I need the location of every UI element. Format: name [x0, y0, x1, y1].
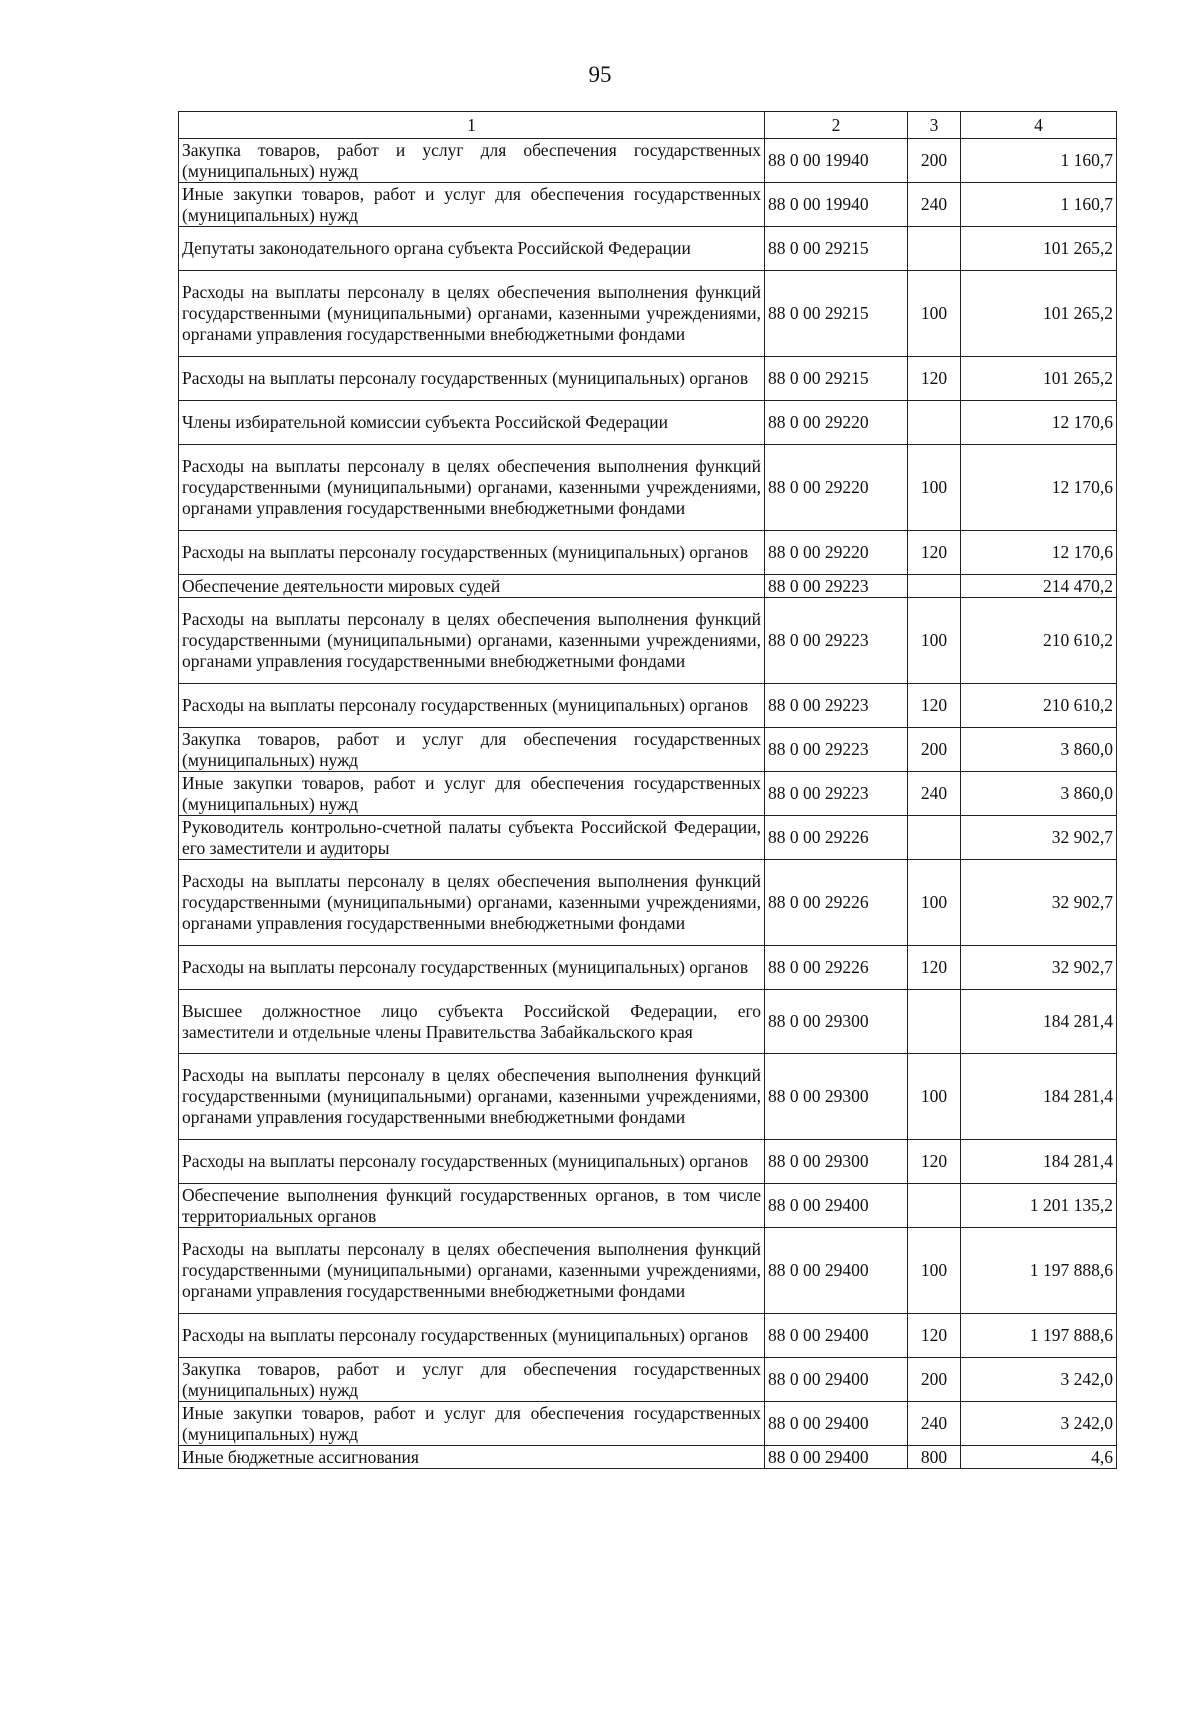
row-type-cell: [908, 401, 961, 445]
row-type-cell: 120: [908, 531, 961, 575]
table-body: [179, 139, 1117, 1469]
row-code-cell: 88 0 00 19940: [765, 183, 908, 227]
table-row: [179, 531, 1117, 575]
row-code-cell: 88 0 00 29300: [765, 990, 908, 1054]
row-code-cell: 88 0 00 29400: [765, 1314, 908, 1358]
table-row: [179, 1228, 1117, 1314]
row-type-cell: 240: [908, 183, 961, 227]
row-name-cell: Высшее должностное лицо субъекта Российской Федерации, его заместители и отдельные члены Правительства Забайкальского края: [179, 990, 765, 1054]
row-type-cell: 100: [908, 860, 961, 946]
table-row: [179, 684, 1117, 728]
row-name-cell: Закупка товаров, работ и услуг для обеспечения государственных (муниципальных) нужд: [179, 1358, 765, 1402]
row-type-cell: [908, 816, 961, 860]
row-code-cell: 88 0 00 29226: [765, 860, 908, 946]
row-code-cell: 88 0 00 29220: [765, 401, 908, 445]
table-row: [179, 860, 1117, 946]
row-name-cell: Иные закупки товаров, работ и услуг для обеспечения государственных (муниципальных) нужд: [179, 772, 765, 816]
table-row: [179, 139, 1117, 183]
table-row: [179, 1358, 1117, 1402]
table-row: [179, 1402, 1117, 1446]
row-code-cell: 88 0 00 29223: [765, 684, 908, 728]
row-code-cell: 88 0 00 29226: [765, 946, 908, 990]
page-number: 95: [588, 62, 612, 87]
row-type-cell: 800: [908, 1446, 961, 1469]
row-name-cell: Расходы на выплаты персоналу в целях обеспечения выполнения функций государственными (муниципальными) органами, казенными учреждениями, органами управления государственными внебюджетными фондами: [179, 271, 765, 357]
row-type-cell: [908, 227, 961, 271]
row-type-cell: 200: [908, 728, 961, 772]
row-type-cell: 200: [908, 139, 961, 183]
row-amount-cell: 1 197 888,6: [961, 1314, 1117, 1358]
row-code-cell: 88 0 00 29300: [765, 1054, 908, 1140]
row-code-cell: 88 0 00 29400: [765, 1228, 908, 1314]
row-amount-cell: 4,6: [961, 1446, 1117, 1469]
table-row: [179, 271, 1117, 357]
row-name-cell: Расходы на выплаты персоналу государственных (муниципальных) органов: [179, 684, 765, 728]
row-code-cell: 88 0 00 29226: [765, 816, 908, 860]
row-amount-cell: 101 265,2: [961, 227, 1117, 271]
table-row: [179, 227, 1117, 271]
row-code-cell: 88 0 00 29400: [765, 1446, 908, 1469]
row-code-cell: 88 0 00 29215: [765, 271, 908, 357]
row-name-cell: Расходы на выплаты персоналу государственных (муниципальных) органов: [179, 946, 765, 990]
row-code-cell: 88 0 00 29220: [765, 445, 908, 531]
row-type-cell: 100: [908, 445, 961, 531]
row-amount-cell: 32 902,7: [961, 860, 1117, 946]
row-name-cell: Руководитель контрольно-счетной палаты субъекта Российской Федерации, его заместители и аудиторы: [179, 816, 765, 860]
row-code-cell: 88 0 00 19940: [765, 139, 908, 183]
row-amount-cell: 1 197 888,6: [961, 1228, 1117, 1314]
row-name-cell: Депутаты законодательного органа субъекта Российской Федерации: [179, 227, 765, 271]
row-type-cell: 120: [908, 1140, 961, 1184]
row-name-cell: Обеспечение деятельности мировых судей: [179, 575, 765, 598]
row-amount-cell: 214 470,2: [961, 575, 1117, 598]
row-amount-cell: 12 170,6: [961, 401, 1117, 445]
table-row: [179, 1054, 1117, 1140]
row-amount-cell: 210 610,2: [961, 598, 1117, 684]
row-amount-cell: 1 160,7: [961, 183, 1117, 227]
table-row: [179, 357, 1117, 401]
column-header-code: 2: [765, 112, 908, 139]
table-row: [179, 575, 1117, 598]
row-name-cell: Обеспечение выполнения функций государственных органов, в том числе территориальных органов: [179, 1184, 765, 1228]
table-row: [179, 1446, 1117, 1469]
row-amount-cell: 1 201 135,2: [961, 1184, 1117, 1228]
table-row: [179, 946, 1117, 990]
budget-table: [178, 111, 1117, 1469]
row-amount-cell: 3 242,0: [961, 1402, 1117, 1446]
row-code-cell: 88 0 00 29223: [765, 598, 908, 684]
row-amount-cell: 184 281,4: [961, 1054, 1117, 1140]
row-amount-cell: 3 242,0: [961, 1358, 1117, 1402]
row-type-cell: 120: [908, 357, 961, 401]
column-header-type: 3: [908, 112, 961, 139]
row-name-cell: Иные бюджетные ассигнования: [179, 1446, 765, 1469]
row-type-cell: 100: [908, 271, 961, 357]
row-type-cell: 120: [908, 946, 961, 990]
row-name-cell: Расходы на выплаты персоналу государственных (муниципальных) органов: [179, 531, 765, 575]
table-row: [179, 401, 1117, 445]
table-row: [179, 990, 1117, 1054]
table-row: [179, 1140, 1117, 1184]
row-code-cell: 88 0 00 29223: [765, 575, 908, 598]
table-row: [179, 728, 1117, 772]
row-type-cell: 200: [908, 1358, 961, 1402]
row-type-cell: [908, 575, 961, 598]
row-type-cell: [908, 990, 961, 1054]
row-name-cell: Расходы на выплаты персоналу государственных (муниципальных) органов: [179, 357, 765, 401]
row-code-cell: 88 0 00 29223: [765, 772, 908, 816]
row-code-cell: 88 0 00 29215: [765, 357, 908, 401]
row-amount-cell: 184 281,4: [961, 990, 1117, 1054]
table-row: [179, 598, 1117, 684]
row-amount-cell: 184 281,4: [961, 1140, 1117, 1184]
row-amount-cell: 3 860,0: [961, 728, 1117, 772]
header-row: [179, 112, 1117, 139]
row-name-cell: Иные закупки товаров, работ и услуг для обеспечения государственных (муниципальных) нужд: [179, 1402, 765, 1446]
column-header-name: 1: [179, 112, 765, 139]
row-name-cell: Иные закупки товаров, работ и услуг для обеспечения государственных (муниципальных) нужд: [179, 183, 765, 227]
row-name-cell: Закупка товаров, работ и услуг для обеспечения государственных (муниципальных) нужд: [179, 139, 765, 183]
row-amount-cell: 101 265,2: [961, 357, 1117, 401]
table-row: [179, 772, 1117, 816]
row-code-cell: 88 0 00 29300: [765, 1140, 908, 1184]
row-type-cell: 100: [908, 1054, 961, 1140]
row-amount-cell: 32 902,7: [961, 816, 1117, 860]
row-type-cell: [908, 1184, 961, 1228]
table-row: [179, 183, 1117, 227]
row-name-cell: Закупка товаров, работ и услуг для обеспечения государственных (муниципальных) нужд: [179, 728, 765, 772]
row-name-cell: Члены избирательной комиссии субъекта Российской Федерации: [179, 401, 765, 445]
row-code-cell: 88 0 00 29400: [765, 1402, 908, 1446]
row-name-cell: Расходы на выплаты персоналу в целях обеспечения выполнения функций государственными (муниципальными) органами, казенными учреждениями, органами управления государственными внебюджетными фондами: [179, 1054, 765, 1140]
table-row: [179, 816, 1117, 860]
table-row: [179, 445, 1117, 531]
row-name-cell: Расходы на выплаты персоналу в целях обеспечения выполнения функций государственными (муниципальными) органами, казенными учреждениями, органами управления государственными внебюджетными фондами: [179, 598, 765, 684]
row-name-cell: Расходы на выплаты персоналу государственных (муниципальных) органов: [179, 1314, 765, 1358]
row-amount-cell: 12 170,6: [961, 531, 1117, 575]
row-code-cell: 88 0 00 29215: [765, 227, 908, 271]
row-amount-cell: 12 170,6: [961, 445, 1117, 531]
row-name-cell: Расходы на выплаты персоналу в целях обеспечения выполнения функций государственными (муниципальными) органами, казенными учреждениями, органами управления государственными внебюджетными фондами: [179, 860, 765, 946]
row-name-cell: Расходы на выплаты персоналу в целях обеспечения выполнения функций государственными (муниципальными) органами, казенными учреждениями, органами управления государственными внебюджетными фондами: [179, 445, 765, 531]
row-name-cell: Расходы на выплаты персоналу государственных (муниципальных) органов: [179, 1140, 765, 1184]
table-row: [179, 1184, 1117, 1228]
row-type-cell: 120: [908, 684, 961, 728]
row-code-cell: 88 0 00 29400: [765, 1184, 908, 1228]
row-name-cell: Расходы на выплаты персоналу в целях обеспечения выполнения функций государственными (муниципальными) органами, казенными учреждениями, органами управления государственными внебюджетными фондами: [179, 1228, 765, 1314]
row-type-cell: 100: [908, 598, 961, 684]
table-row: [179, 1314, 1117, 1358]
row-type-cell: 100: [908, 1228, 961, 1314]
row-type-cell: 240: [908, 1402, 961, 1446]
row-amount-cell: 32 902,7: [961, 946, 1117, 990]
row-code-cell: 88 0 00 29400: [765, 1358, 908, 1402]
row-amount-cell: 3 860,0: [961, 772, 1117, 816]
row-amount-cell: 1 160,7: [961, 139, 1117, 183]
row-code-cell: 88 0 00 29220: [765, 531, 908, 575]
row-type-cell: 120: [908, 1314, 961, 1358]
row-amount-cell: 101 265,2: [961, 271, 1117, 357]
row-code-cell: 88 0 00 29223: [765, 728, 908, 772]
column-header-amount: 4: [961, 112, 1117, 139]
row-amount-cell: 210 610,2: [961, 684, 1117, 728]
row-type-cell: 240: [908, 772, 961, 816]
